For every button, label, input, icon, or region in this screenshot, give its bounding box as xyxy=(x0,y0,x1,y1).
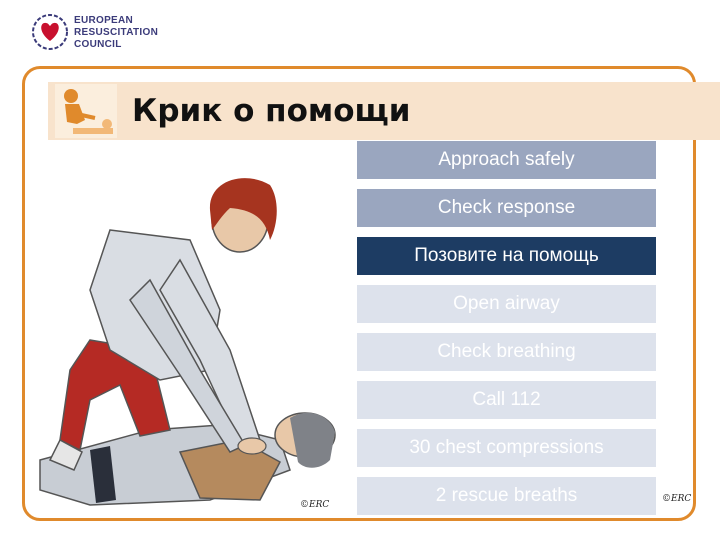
step-check-response[interactable]: Check response xyxy=(357,189,656,227)
step-rescue-breaths[interactable]: 2 rescue breaths xyxy=(357,477,656,515)
slide-title: Крик о помощи xyxy=(132,93,411,129)
corner-credit: ©ERC xyxy=(662,494,692,504)
logo-line-3: COUNCIL xyxy=(74,39,122,50)
cpr-illustration xyxy=(30,170,360,520)
cpr-figure-icon xyxy=(55,84,117,138)
step-approach-safely[interactable]: Approach safely xyxy=(357,141,656,179)
step-call-112[interactable]: Call 112 xyxy=(357,381,656,419)
step-open-airway[interactable]: Open airway xyxy=(357,285,656,323)
illustration-credit: ©ERC xyxy=(300,500,330,510)
step-chest-compressions[interactable]: 30 chest compressions xyxy=(357,429,656,467)
logo-line-2: RESUSCITATION xyxy=(74,27,159,38)
erc-logo xyxy=(30,12,190,52)
step-check-breathing[interactable]: Check breathing xyxy=(357,333,656,371)
bls-steps-list xyxy=(357,141,656,525)
logo-line-1: EUROPEAN xyxy=(74,15,134,26)
erc-emblem-icon xyxy=(30,12,70,52)
erc-logo-text xyxy=(74,15,158,51)
step-call-for-help[interactable]: Позовите на помощь xyxy=(357,237,656,275)
